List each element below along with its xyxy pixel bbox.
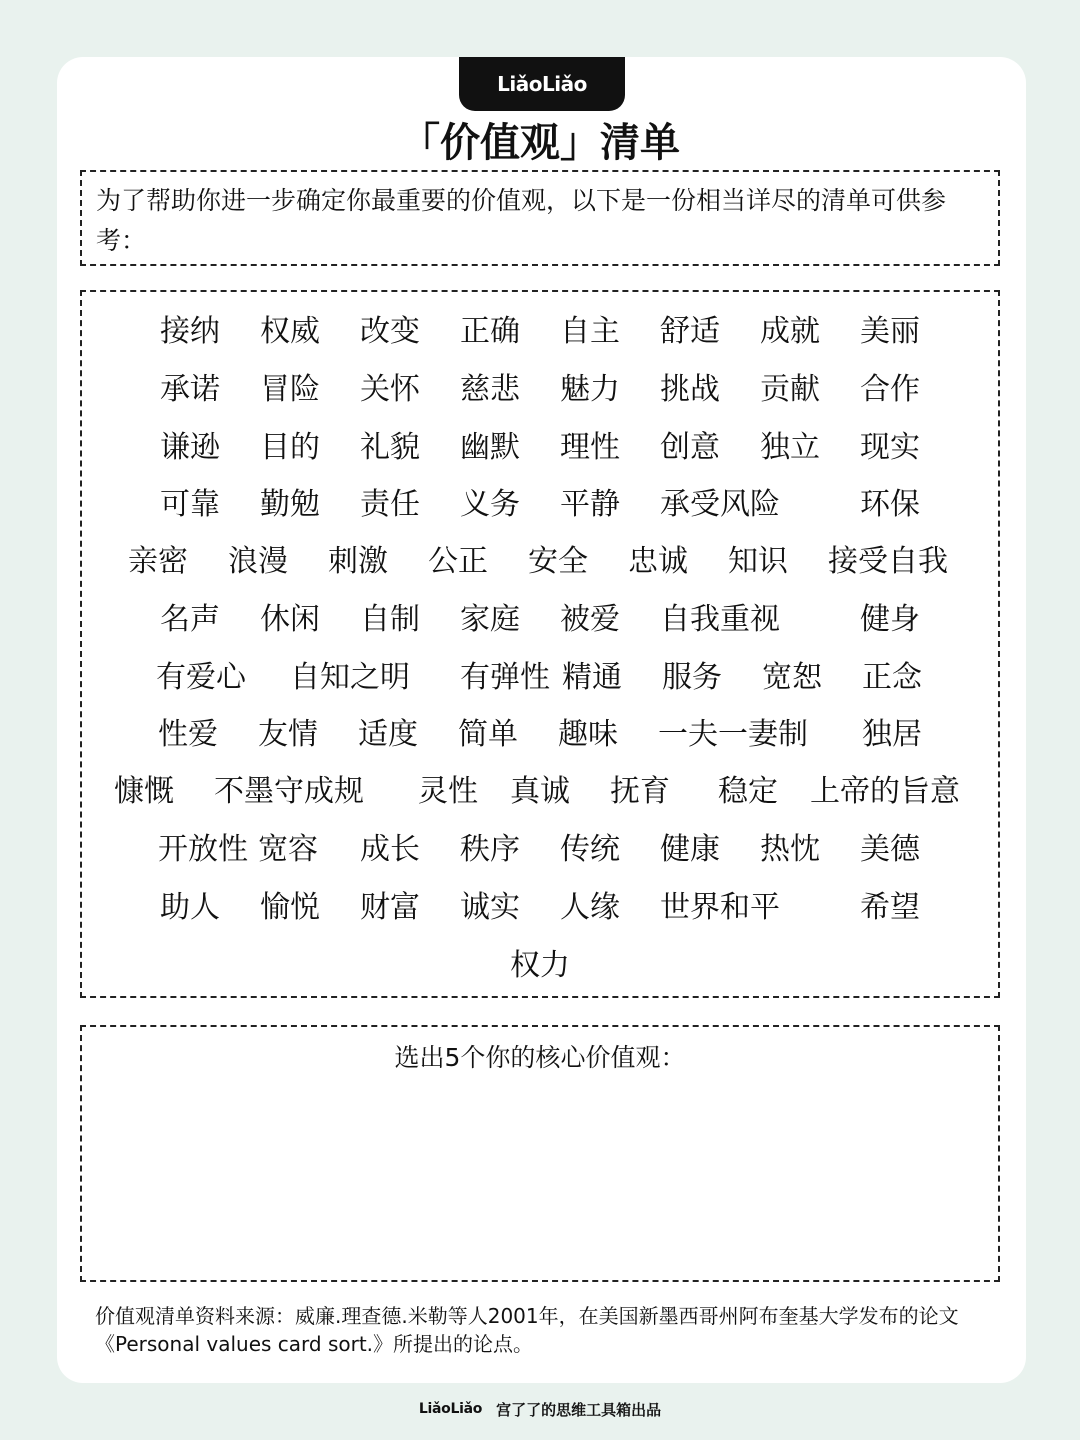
value-word: 宽恕 [762, 660, 822, 695]
value-word: 真诚 [510, 774, 570, 809]
value-word: 环保 [860, 487, 920, 522]
value-word: 理性 [560, 430, 620, 465]
value-word: 名声 [160, 602, 220, 637]
values-row [82, 600, 998, 640]
value-word: 谦逊 [160, 430, 220, 465]
value-word: 安全 [528, 544, 588, 579]
value-word: 抚育 [610, 774, 670, 809]
value-word: 自主 [560, 314, 620, 349]
value-word: 义务 [460, 487, 520, 522]
value-word: 服务 [662, 660, 722, 695]
value-word: 可靠 [160, 487, 220, 522]
value-word: 健康 [660, 832, 720, 867]
value-word: 关怀 [360, 372, 420, 407]
value-word: 家庭 [460, 602, 520, 637]
source-note: 价值观清单资料来源：威廉.理查德.米勒等人2001年，在美国新墨西哥州阿布奎基大学发布的论文《Personal values card sort.》所提出的论点。 [95, 1304, 959, 1356]
value-word: 灵性 [418, 774, 478, 809]
value-word: 美丽 [860, 314, 920, 349]
values-row [82, 715, 998, 755]
value-word: 自我重视 [660, 602, 780, 637]
values-row [82, 370, 998, 410]
value-word: 健身 [860, 602, 920, 637]
value-word: 责任 [360, 487, 420, 522]
value-word: 愉悦 [260, 890, 320, 925]
value-word: 慈悲 [460, 372, 520, 407]
value-word: 创意 [660, 430, 720, 465]
value-word: 适度 [358, 717, 418, 752]
value-word: 精通 [562, 660, 622, 695]
value-word: 人缘 [560, 890, 620, 925]
value-word: 休闲 [260, 602, 320, 637]
value-word: 世界和平 [660, 890, 780, 925]
value-word: 有爱心 [156, 660, 246, 695]
core-values-label: 选出5个你的核心价值观： [394, 1043, 686, 1072]
value-word: 幽默 [460, 430, 520, 465]
value-word: 友情 [258, 717, 318, 752]
value-word: 承诺 [160, 372, 220, 407]
value-word: 趣味 [558, 717, 618, 752]
logo-text: LiǎoLiǎo [497, 72, 587, 96]
value-word: 财富 [360, 890, 420, 925]
core-values-box [80, 1025, 1000, 1282]
value-word: 知识 [728, 544, 788, 579]
value-word: 浪漫 [228, 544, 288, 579]
value-word: 成就 [760, 314, 820, 349]
values-row [82, 485, 998, 525]
value-word: 稳定 [718, 774, 778, 809]
values-row [82, 312, 998, 352]
value-word: 美德 [860, 832, 920, 867]
value-word: 勤勉 [260, 487, 320, 522]
value-word: 忠诚 [628, 544, 688, 579]
value-word: 挑战 [660, 372, 720, 407]
value-word: 现实 [860, 430, 920, 465]
value-word: 魅力 [560, 372, 620, 407]
value-word: 有弹性 [460, 660, 550, 695]
value-word: 诚实 [460, 890, 520, 925]
value-word: 刺激 [328, 544, 388, 579]
value-word: 助人 [160, 890, 220, 925]
value-word: 热忱 [760, 832, 820, 867]
value-word: 自知之明 [290, 660, 410, 695]
values-row [82, 772, 998, 812]
value-word: 正念 [862, 660, 922, 695]
value-word: 自制 [360, 602, 420, 637]
value-word: 改变 [360, 314, 420, 349]
value-word: 权力 [510, 948, 570, 983]
value-word: 独居 [862, 717, 922, 752]
value-word: 一夫一妻制 [658, 717, 808, 752]
value-word: 简单 [458, 717, 518, 752]
value-word: 正确 [460, 314, 520, 349]
value-word: 目的 [260, 430, 320, 465]
value-word: 独立 [760, 430, 820, 465]
value-word: 上帝的旨意 [810, 774, 960, 809]
value-word: 秩序 [460, 832, 520, 867]
value-word: 平静 [560, 487, 620, 522]
value-word: 承受风险 [660, 487, 780, 522]
value-word: 性爱 [158, 717, 218, 752]
values-row [82, 428, 998, 468]
value-word: 舒适 [660, 314, 720, 349]
value-word: 公正 [428, 544, 488, 579]
page-title: 「价值观」清单 [400, 120, 680, 166]
value-word: 接受自我 [828, 544, 948, 579]
value-word: 权威 [260, 314, 320, 349]
value-word: 开放性 [158, 832, 248, 867]
value-word: 冒险 [260, 372, 320, 407]
value-word: 宽容 [258, 832, 318, 867]
value-word: 亲密 [128, 544, 188, 579]
value-word: 希望 [860, 890, 920, 925]
values-row [82, 658, 998, 698]
values-row [82, 946, 998, 986]
intro-text: 为了帮助你进一步确定你最重要的价值观，以下是一份相当详尽的清单可供参考： [96, 186, 947, 255]
values-list-box [80, 290, 1000, 998]
brand-logo [459, 57, 625, 111]
value-word: 传统 [560, 832, 620, 867]
value-word: 接纳 [160, 314, 220, 349]
footer-logo: LiǎoLiǎo [418, 1401, 483, 1417]
value-word: 合作 [860, 372, 920, 407]
values-row [82, 830, 998, 870]
values-row [82, 542, 998, 582]
footer [0, 1397, 1080, 1421]
footer-text: 宫了了的思维工具箱出品 [496, 1400, 662, 1419]
value-word: 不墨守成规 [214, 774, 364, 809]
value-word: 被爱 [560, 602, 620, 637]
value-word: 成长 [360, 832, 420, 867]
intro-box [80, 170, 1000, 266]
value-word: 礼貌 [360, 430, 420, 465]
value-word: 慷慨 [114, 774, 174, 809]
values-row [82, 888, 998, 928]
value-word: 贡献 [760, 372, 820, 407]
